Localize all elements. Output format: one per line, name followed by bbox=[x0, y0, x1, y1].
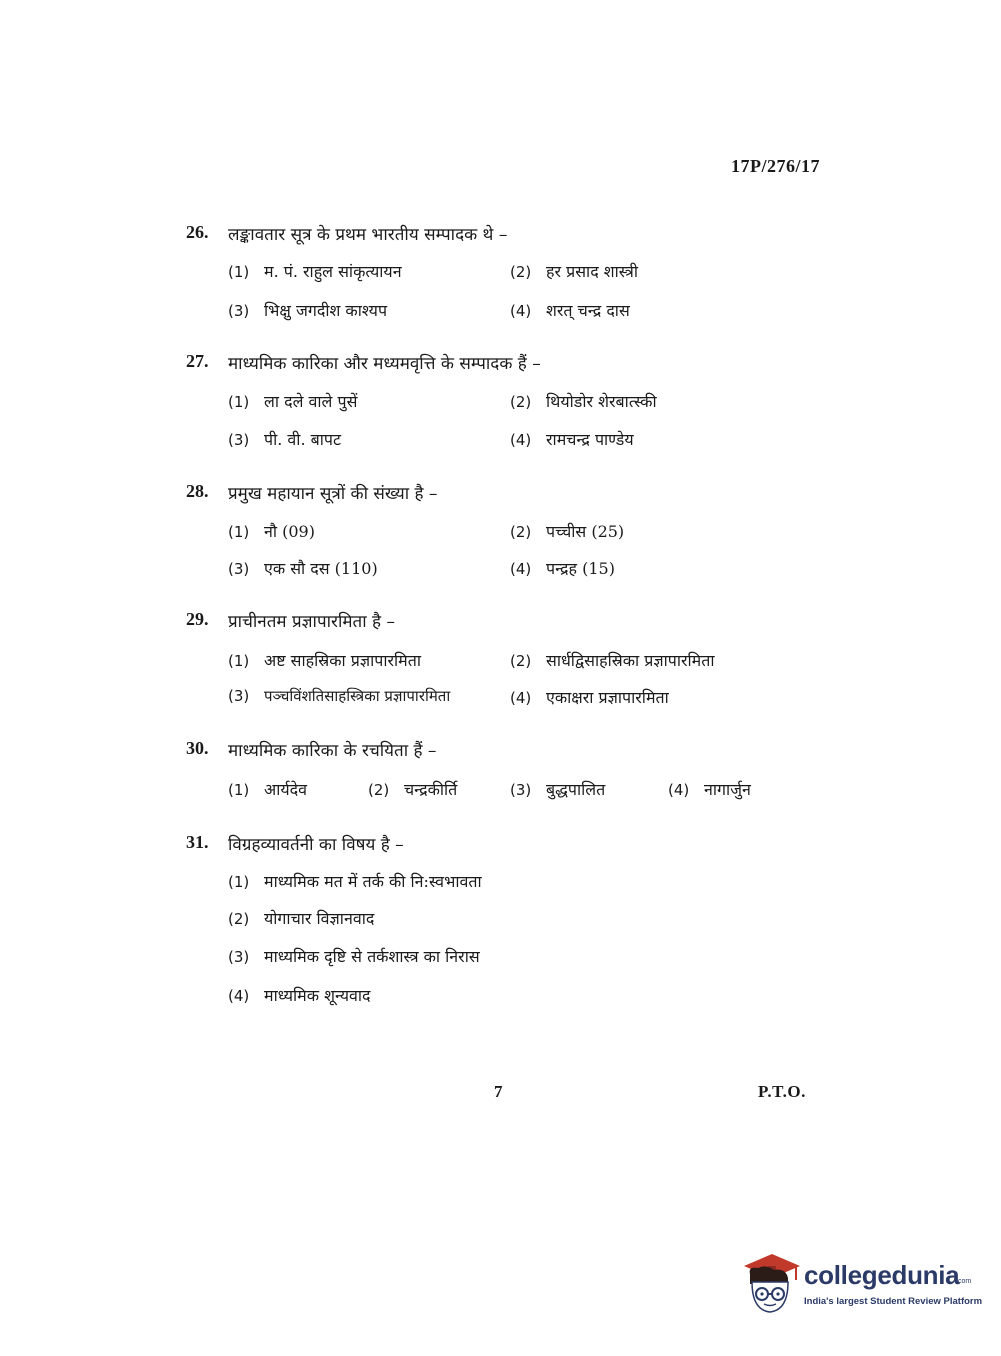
option-number: (2) bbox=[510, 393, 532, 411]
option-text: आर्यदेव bbox=[264, 780, 308, 799]
option-number: (4) bbox=[510, 302, 532, 320]
option-text: माध्यमिक शून्यवाद bbox=[264, 986, 371, 1005]
option-text: अष्ट साहस्रिका प्रज्ञापारमिता bbox=[264, 651, 422, 670]
collegedunia-watermark bbox=[738, 1244, 983, 1324]
option-number: (4) bbox=[228, 987, 250, 1005]
option-3 bbox=[228, 557, 378, 579]
option-number: (3) bbox=[228, 687, 250, 705]
option-2 bbox=[368, 778, 457, 800]
question-29 bbox=[186, 609, 826, 719]
option-number: (3) bbox=[510, 781, 532, 799]
option-text: हर प्रसाद शास्त्री bbox=[546, 262, 638, 281]
question-31 bbox=[186, 832, 826, 1012]
question-27 bbox=[186, 351, 826, 461]
page-number: 7 bbox=[494, 1082, 503, 1101]
option-number: (4) bbox=[668, 781, 690, 799]
question-30 bbox=[186, 738, 826, 808]
option-number: (1) bbox=[228, 873, 250, 891]
question-number: 27. bbox=[186, 351, 209, 371]
option-number: (3) bbox=[228, 948, 250, 966]
option-text: नागार्जुन bbox=[704, 780, 751, 799]
option-text: रामचन्द्र पाण्डेय bbox=[546, 430, 634, 449]
option-1 bbox=[228, 649, 421, 671]
option-text: पञ्चविंशतिसाहस्त्रिका प्रज्ञापारमिता bbox=[264, 687, 451, 705]
option-number: (4) bbox=[510, 431, 532, 449]
option-text: नौ (09) bbox=[264, 522, 315, 541]
option-text: एक सौ दस (110) bbox=[264, 559, 378, 578]
option-text: पच्चीस (25) bbox=[546, 522, 625, 541]
option-2 bbox=[510, 520, 624, 542]
option-3 bbox=[228, 945, 480, 967]
option-number: (1) bbox=[228, 781, 250, 799]
option-number: (2) bbox=[510, 652, 532, 670]
option-4 bbox=[228, 984, 371, 1006]
option-text: म. पं. राहुल सांकृत्यायन bbox=[264, 262, 402, 281]
option-4 bbox=[668, 778, 751, 800]
option-text: थियोडोर शेरबात्स्की bbox=[546, 392, 657, 411]
option-1 bbox=[228, 778, 307, 800]
option-4 bbox=[510, 428, 634, 450]
option-1 bbox=[228, 870, 482, 892]
question-26 bbox=[186, 222, 826, 332]
brand-tagline: India's largest Student Review Platform bbox=[804, 1296, 983, 1307]
option-text: योगाचार विज्ञानवाद bbox=[264, 909, 375, 928]
option-number: (2) bbox=[368, 781, 390, 799]
option-text: चन्द्रकीर्ति bbox=[404, 780, 458, 799]
option-1 bbox=[228, 390, 357, 412]
option-text: माध्यमिक मत में तर्क की नि:स्वभावता bbox=[264, 872, 482, 891]
brand-dotcom: .com bbox=[956, 1278, 972, 1285]
option-4 bbox=[510, 557, 615, 579]
mascot-icon bbox=[738, 1244, 802, 1324]
option-1 bbox=[228, 520, 315, 542]
paper-code: 17P/276/17 bbox=[731, 156, 820, 176]
option-2 bbox=[510, 260, 638, 282]
question-text: प्रमुख महायान सूत्रों की संख्या है – bbox=[228, 484, 438, 504]
option-text: शरत् चन्द्र दास bbox=[546, 301, 630, 320]
option-number: (2) bbox=[228, 910, 250, 928]
option-number: (1) bbox=[228, 652, 250, 670]
option-number: (1) bbox=[228, 523, 250, 541]
question-text: माध्यमिक कारिका और मध्यमवृत्ति के सम्पादक हैं – bbox=[228, 354, 541, 374]
option-3 bbox=[228, 686, 450, 706]
option-number: (2) bbox=[510, 263, 532, 281]
option-3 bbox=[228, 428, 341, 450]
option-number: (3) bbox=[228, 302, 250, 320]
option-text: पन्द्रह (15) bbox=[546, 559, 615, 578]
option-text: बुद्धपालित bbox=[546, 780, 606, 799]
question-number: 26. bbox=[186, 222, 209, 242]
pto-label: P.T.O. bbox=[758, 1082, 806, 1101]
question-text: विग्रहव्यावर्तनी का विषय है – bbox=[228, 835, 404, 855]
option-text: माध्यमिक दृष्टि से तर्कशास्त्र का निरास bbox=[264, 947, 480, 966]
option-number: (4) bbox=[510, 560, 532, 578]
option-3 bbox=[510, 778, 605, 800]
option-number: (3) bbox=[228, 560, 250, 578]
option-number: (4) bbox=[510, 689, 532, 707]
question-text: माध्यमिक कारिका के रचयिता हैं – bbox=[228, 741, 437, 761]
question-text: लङ्कावतार सूत्र के प्रथम भारतीय सम्पादक थे – bbox=[228, 225, 508, 245]
question-number: 30. bbox=[186, 738, 209, 758]
option-3 bbox=[228, 299, 387, 321]
option-text: पी. वी. बापट bbox=[264, 430, 342, 449]
option-2 bbox=[510, 390, 657, 412]
option-text: सार्धद्विसाहस्रिका प्रज्ञापारमिता bbox=[546, 651, 715, 670]
option-number: (1) bbox=[228, 263, 250, 281]
option-text: ला दले वाले पुसें bbox=[264, 392, 358, 411]
option-number: (1) bbox=[228, 393, 250, 411]
question-text: प्राचीनतम प्रज्ञापारमिता है – bbox=[228, 612, 395, 632]
question-number: 31. bbox=[186, 832, 209, 852]
option-2 bbox=[228, 907, 374, 929]
option-number: (3) bbox=[228, 431, 250, 449]
option-4 bbox=[510, 686, 669, 708]
option-number: (2) bbox=[510, 523, 532, 541]
question-number: 28. bbox=[186, 481, 209, 501]
question-28 bbox=[186, 481, 826, 591]
brand-name: collegedunia bbox=[804, 1260, 960, 1290]
option-text: भिक्षु जगदीश काश्यप bbox=[264, 301, 388, 320]
option-1 bbox=[228, 260, 402, 282]
option-text: एकाक्षरा प्रज्ञापारमिता bbox=[546, 688, 669, 707]
question-number: 29. bbox=[186, 609, 209, 629]
option-2 bbox=[510, 649, 715, 671]
option-4 bbox=[510, 299, 630, 321]
